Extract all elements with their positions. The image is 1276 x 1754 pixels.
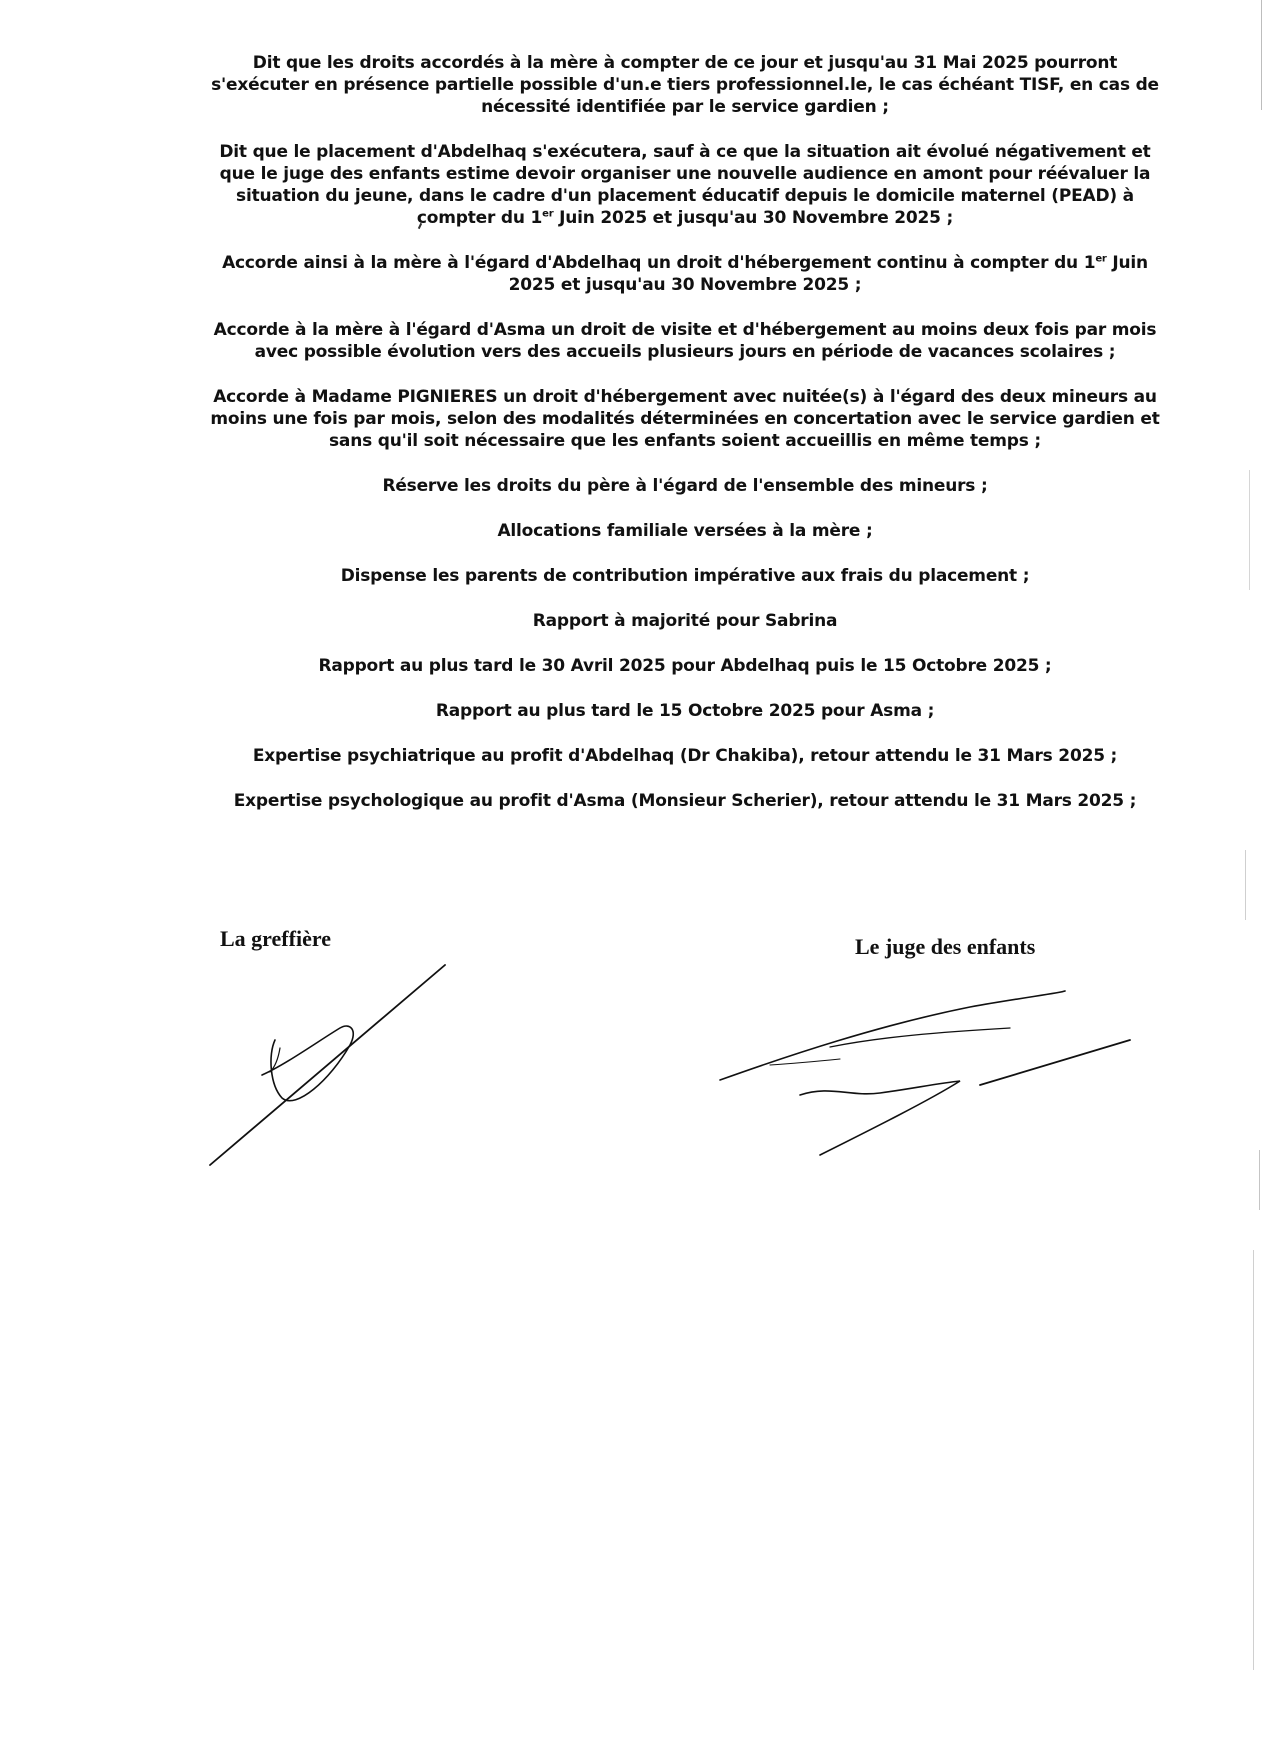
- paragraph-rapport-sabrina: Rapport à majorité pour Sabrina: [532, 611, 838, 631]
- ruling-text: [205, 52, 1165, 835]
- paragraph-droits-pere: Réserve les droits du père à l'égard de l'ensemble des mineurs ;: [382, 476, 988, 496]
- greffiere-signature: [200, 960, 470, 1170]
- scan-edge-line: [1245, 850, 1246, 920]
- greffiere-label: La greffière: [220, 926, 331, 951]
- juge-label: Le juge des enfants: [855, 934, 1036, 959]
- paragraph-rights-mother: Dit que les droits accordés à la mère à compter de ce jour et jusqu'au 31 Mai 2025 pourront s'exécuter en présence partielle possible d'un.e tiers professionnel.le, le cas échéant TISF, en cas de nécessité identifiée par le service gardien ;: [211, 53, 1159, 117]
- paragraph-placement-abdelhaq: Dit que le placement d'Abdelhaq s'exécutera, sauf à ce que la situation ait évolué négativement et que le juge des enfants estime devoir organiser une nouvelle audience en amont pour réévaluer la situation du jeune, dans le cadre d'un placement éducatif depuis le domicile maternel (PEAD) à compter du 1er Juin 2025 et jusqu'au 30 Novembre 2025 ;: [219, 142, 1151, 228]
- ordinal-suffix: er: [542, 208, 554, 220]
- paragraph-madame-pignieres: Accorde à Madame PIGNIERES un droit d'hébergement avec nuitée(s) à l'égard des deux mineurs au moins une fois par mois, selon des modalités déterminées en concertation avec le service gardien et sans qu'il soit nécessaire que les enfants soient accueillis en même temps ;: [210, 387, 1160, 451]
- scan-edge-line: [1261, 0, 1262, 110]
- paragraph-visite-asma: Accorde à la mère à l'égard d'Asma un droit de visite et d'hébergement au moins deux fois par mois avec possible évolution vers des accueils plusieurs jours en période de vacances scolaires ;: [213, 320, 1157, 362]
- scan-edge-line: [1253, 1250, 1254, 1670]
- scan-edge-line: [1259, 1150, 1260, 1210]
- paragraph-expertise-psychiatrique: Expertise psychiatrique au profit d'Abdelhaq (Dr Chakiba), retour attendu le 31 Mars 2025 ;: [252, 746, 1118, 766]
- paragraph-rapport-abdelhaq: Rapport au plus tard le 30 Avril 2025 pour Abdelhaq puis le 15 Octobre 2025 ;: [318, 656, 1052, 676]
- paragraph-hebergement-abdelhaq: Accorde ainsi à la mère à l'égard d'Abdelhaq un droit d'hébergement continu à compter du 1er Juin 2025 et jusqu'au 30 Novembre 2025 ;: [222, 253, 1148, 295]
- scan-edge-line: [1249, 470, 1250, 590]
- juge-signature: [710, 985, 1140, 1170]
- paragraph-allocations: Allocations familiale versées à la mère ;: [497, 521, 873, 541]
- paragraph-rapport-asma: Rapport au plus tard le 15 Octobre 2025 pour Asma ;: [435, 701, 935, 721]
- paragraph-expertise-psychologique: Expertise psychologique au profit d'Asma (Monsieur Scherier), retour attendu le 31 Mars 2025 ;: [233, 791, 1137, 811]
- ordinal-suffix: er: [1095, 253, 1107, 265]
- paragraph-contribution: Dispense les parents de contribution impérative aux frais du placement ;: [340, 566, 1030, 586]
